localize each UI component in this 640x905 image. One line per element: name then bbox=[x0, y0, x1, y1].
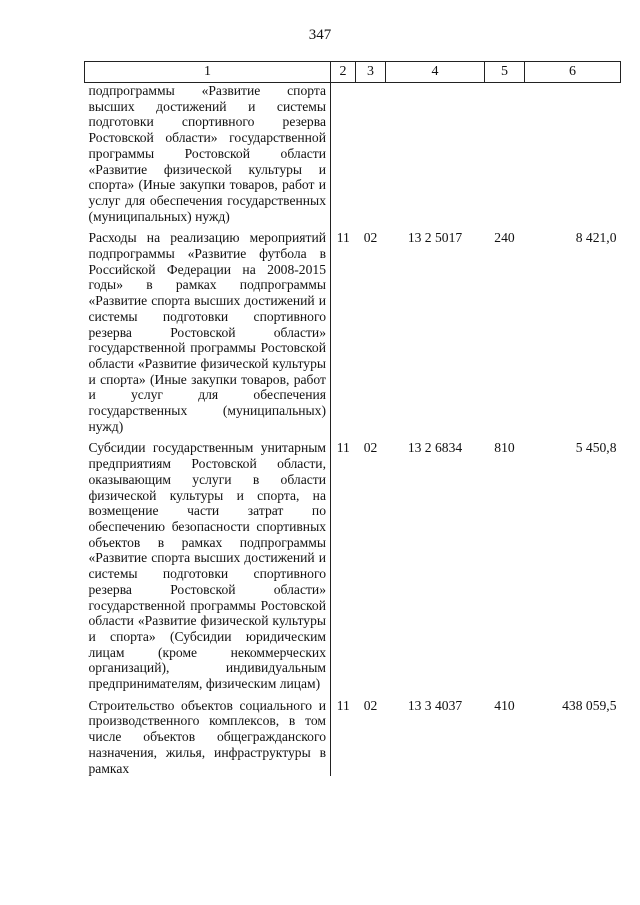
row-description: Субсидии государственным унитарным предприятиям Ростовской области, оказывающим услуги в области физической культуры и спорта, на возмещение части затрат по обеспечению безопасности спортивных объектов в рамках подпрограммы «Развитие спорта высших достижений и системы подготовки спортивного резерва Ростовской области» государственной программы Ростовской области «Развитие физической культуры и спорта» (Субсидии юридическим лицам (кроме некоммерческих организаций), индивидуальным предпринимателям, физическим лицам) bbox=[85, 440, 331, 697]
row-amount: 8 421,0 bbox=[575, 230, 617, 246]
row-target-article bbox=[386, 83, 485, 231]
header-col-4: 4 bbox=[386, 62, 485, 83]
row-description: подпрограммы «Развитие спорта высших достижений и системы подготовки спортивного резерва Ростовской области» государственной программы Ростовской области «Развитие физической культуры и спорта» (Иные закупки товаров, работ и услуг для обеспечения государственных (муниципальных) нужд) bbox=[85, 83, 331, 231]
row-amount: 438 059,5 bbox=[562, 697, 617, 713]
table-row bbox=[85, 440, 621, 697]
table-row bbox=[85, 698, 621, 777]
table-body bbox=[85, 83, 621, 777]
row-expense-type: 810 bbox=[494, 440, 515, 456]
row-section: 11 bbox=[336, 697, 350, 713]
row-target-article: 13 2 5017 bbox=[407, 230, 463, 246]
row-subsection: 02 bbox=[363, 230, 378, 246]
row-expense-type bbox=[485, 83, 525, 231]
row-description: Расходы на реализацию мероприятий подпрограммы «Развитие футбола в Российской Федерации на 2008-2015 годы» в рамках подпрограммы «Развитие спорта высших достижений и системы подготовки спортивного резерва Ростовской области» государственной программы Ростовской области «Развитие физической культуры и спорта» (Иные закупки товаров, работ и услуг для обеспечения государственных (муниципальных) нужд) bbox=[85, 230, 331, 440]
page-number: 347 bbox=[308, 27, 332, 43]
header-col-2: 2 bbox=[331, 62, 356, 83]
table-row bbox=[85, 83, 621, 231]
header-col-3: 3 bbox=[356, 62, 386, 83]
row-expense-type: 240 bbox=[494, 230, 515, 246]
row-subsection: 02 bbox=[363, 697, 378, 713]
header-col-1: 1 bbox=[85, 62, 331, 83]
row-section bbox=[331, 83, 356, 231]
row-amount: 5 450,8 bbox=[575, 440, 617, 456]
budget-table bbox=[84, 61, 621, 776]
row-subsection: 02 bbox=[363, 440, 378, 456]
row-section: 11 bbox=[336, 440, 350, 456]
table-header bbox=[85, 62, 621, 83]
row-subsection bbox=[356, 83, 386, 231]
row-target-article: 13 2 6834 bbox=[407, 440, 463, 456]
table-row bbox=[85, 230, 621, 440]
row-amount bbox=[525, 83, 621, 231]
row-section: 11 bbox=[336, 230, 350, 246]
row-description: Строительство объектов социального и производственного комплексов, в том числе объектов общегражданского назначения, жилья, инфраструктуры в рамках bbox=[85, 698, 331, 777]
row-expense-type: 410 bbox=[494, 697, 515, 713]
header-col-5: 5 bbox=[485, 62, 525, 83]
header-row bbox=[85, 62, 621, 83]
row-target-article: 13 3 4037 bbox=[407, 697, 463, 713]
header-col-6: 6 bbox=[525, 62, 621, 83]
